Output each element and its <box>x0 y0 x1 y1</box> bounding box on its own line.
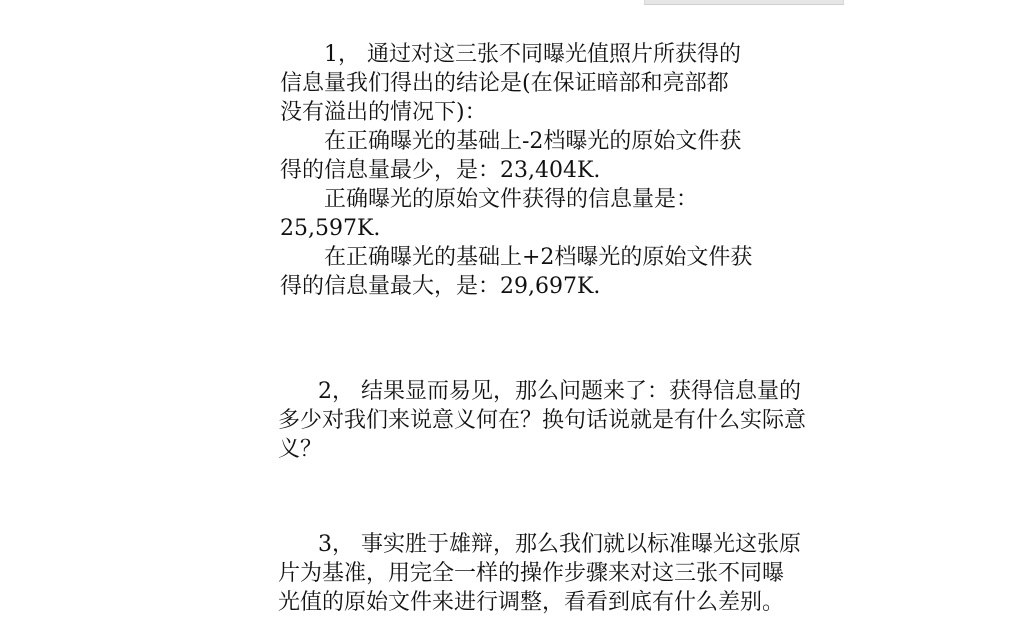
text-line: 在正确曝光的基础上-2档曝光的原始文件获 <box>324 129 742 154</box>
text-line: 信息量我们得出的结论是(在保证暗部和亮部都 <box>280 71 729 96</box>
text-line: 正确曝光的原始文件获得的信息量是： <box>324 187 699 212</box>
text-line: 片为基准，用完全一样的操作步骤来对这三张不同曝 <box>278 561 785 586</box>
text-line: 1， 通过对这三张不同曝光值照片所获得的 <box>324 42 741 67</box>
text-line: 得的信息量最少，是：23,404K. <box>280 158 601 183</box>
paragraph-conclusions <box>280 40 752 301</box>
text-line: 没有溢出的情况下)： <box>280 100 487 125</box>
text-line: 得的信息量最大，是：29,697K. <box>280 274 601 299</box>
paragraph-question <box>278 377 806 464</box>
paragraph-method <box>278 530 801 617</box>
text-line: 义？ <box>278 437 323 462</box>
text-line: 多少对我们来说意义何在？换句话说就是有什么实际意 <box>278 408 807 433</box>
text-line: 光值的原始文件来进行调整，看看到底有什么差别。 <box>278 590 785 615</box>
text-line: 在正确曝光的基础上+2档曝光的原始文件获 <box>324 245 753 270</box>
text-line: 2， 结果显而易见，那么问题来了：获得信息量的 <box>318 379 801 404</box>
text-line: 25,597K. <box>280 216 381 241</box>
text-line: 3， 事实胜于雄辩，那么我们就以标准曝光这张原 <box>318 532 801 557</box>
